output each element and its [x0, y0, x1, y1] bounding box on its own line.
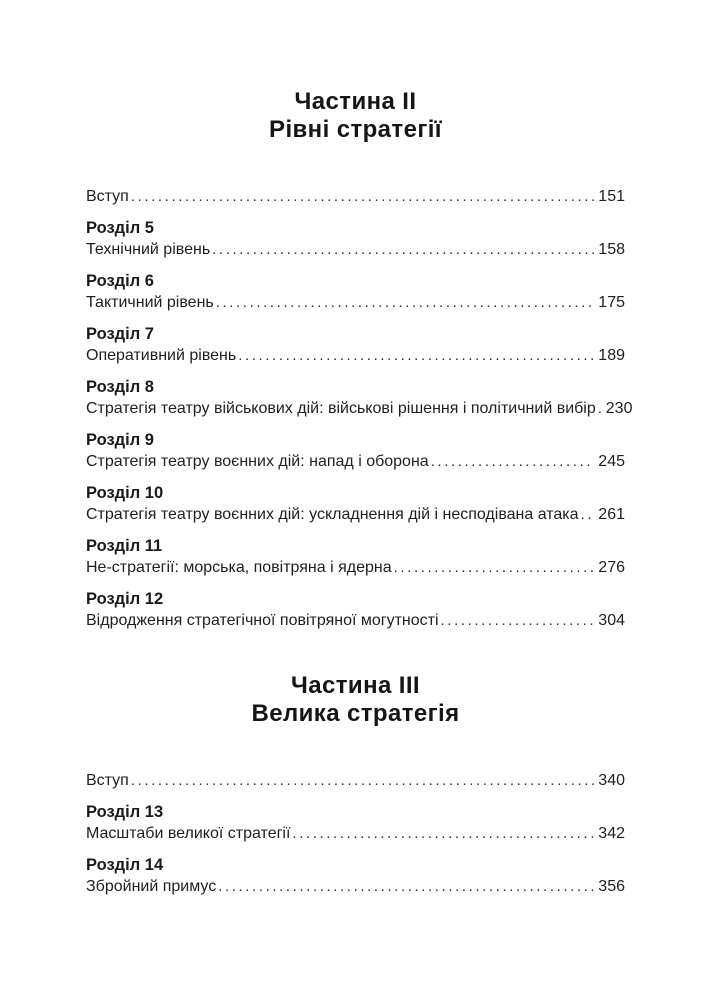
dot-leader: [441, 610, 595, 632]
toc-line: [86, 557, 625, 579]
entry-title: Технічний рівень: [86, 241, 211, 258]
toc-line: [86, 823, 625, 845]
toc-entry: [86, 186, 625, 208]
entry-list: [86, 770, 625, 898]
part-number: Частина III: [291, 672, 420, 699]
entry-title: Не-стратегії: морська, повітряна і ядерна: [86, 559, 392, 576]
toc-section: [86, 88, 633, 632]
chapter-label: Розділ 11: [86, 537, 163, 555]
chapter-label: Розділ 13: [86, 803, 164, 821]
entry-page: 356: [598, 878, 625, 895]
entry-page: 261: [598, 506, 625, 523]
dot-leader: [431, 451, 595, 473]
toc-entry: [86, 535, 625, 579]
toc-line: [86, 504, 625, 526]
entry-page: 276: [598, 559, 625, 576]
entry-page: 340: [598, 772, 625, 789]
toc-entry: [86, 376, 633, 420]
toc-entry: [86, 801, 625, 845]
toc-line: [86, 610, 625, 632]
dot-leader: [131, 186, 594, 208]
dot-leader: [238, 345, 594, 367]
part-heading: [86, 672, 625, 728]
dot-leader: [292, 823, 594, 845]
entry-page: 245: [598, 453, 625, 470]
toc-entry: [86, 323, 625, 367]
dot-leader: [218, 876, 594, 898]
entry-page: 158: [598, 241, 625, 258]
part-heading: [86, 88, 625, 144]
chapter-label: Розділ 12: [86, 590, 164, 608]
entry-title: Вступ: [86, 188, 129, 205]
dot-leader: [598, 398, 602, 420]
chapter-label: Розділ 6: [86, 272, 154, 290]
entry-page: 230: [605, 400, 633, 417]
entry-title: Тактичний рівень: [86, 294, 214, 311]
toc-line: [86, 239, 625, 261]
toc-entry: [86, 270, 625, 314]
part-number: Частина II: [294, 88, 417, 115]
entry-title: Стратегія театру воєнних дій: напад і оборона: [86, 453, 429, 470]
dot-leader: [131, 770, 594, 792]
entry-page: 189: [598, 347, 625, 364]
toc-line: [86, 876, 625, 898]
toc-line: [86, 292, 625, 314]
entry-title: Масштаби великої стратегії: [86, 825, 291, 842]
entry-title: Стратегія театру воєнних дій: ускладнення дій і несподівана атака: [86, 506, 579, 523]
toc-entry: [86, 429, 625, 473]
entry-title: Вступ: [86, 772, 129, 789]
chapter-label: Розділ 7: [86, 325, 154, 343]
chapter-label: Розділ 8: [86, 378, 154, 396]
entry-page: 151: [598, 188, 625, 205]
entry-title: Відродження стратегічної повітряної могутності: [86, 612, 439, 629]
entry-page: 304: [598, 612, 625, 629]
chapter-label: Розділ 5: [86, 219, 154, 237]
dot-leader: [394, 557, 595, 579]
toc-line: [86, 186, 625, 208]
entry-title: Оперативний рівень: [86, 347, 237, 364]
entry-title: Збройний примус: [86, 878, 217, 895]
chapter-label: Розділ 10: [86, 484, 164, 502]
toc-line: [86, 398, 633, 420]
toc-line: [86, 345, 625, 367]
toc-line: [86, 770, 625, 792]
toc-entry: [86, 854, 625, 898]
toc-entry: [86, 217, 625, 261]
entry-list: [86, 186, 633, 632]
toc-section: [86, 672, 625, 898]
chapter-label: Розділ 14: [86, 856, 164, 874]
dot-leader: [581, 504, 595, 526]
part-name: Велика стратегія: [251, 700, 460, 727]
dot-leader: [212, 239, 594, 261]
dot-leader: [216, 292, 595, 314]
entry-page: 175: [598, 294, 625, 311]
chapter-label: Розділ 9: [86, 431, 154, 449]
toc-entry: [86, 588, 625, 632]
part-name: Рівні стратегії: [269, 116, 442, 143]
entry-page: 342: [598, 825, 625, 842]
toc-line: [86, 451, 625, 473]
entry-title: Стратегія театру військових дій: військові рішення і політичний вибір: [86, 400, 596, 417]
toc-entry: [86, 770, 625, 792]
toc-entry: [86, 482, 625, 526]
